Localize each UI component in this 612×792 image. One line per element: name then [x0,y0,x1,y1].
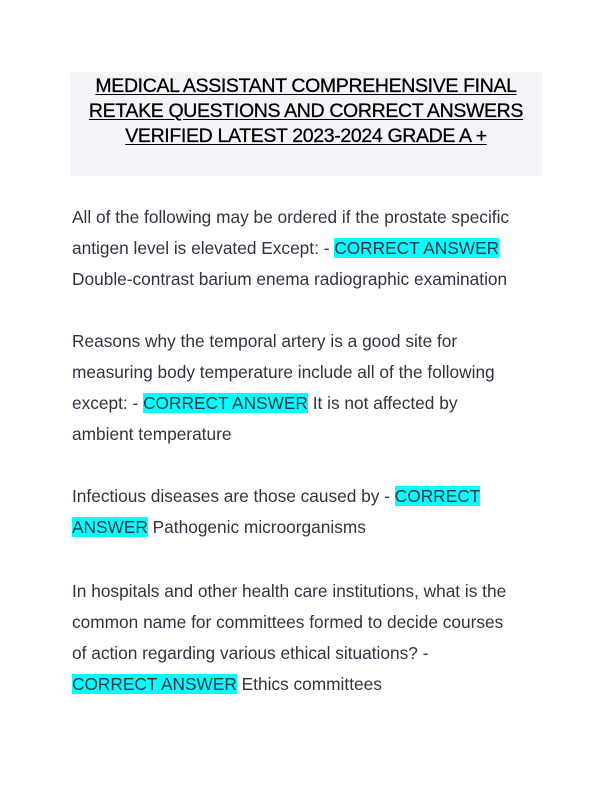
question-text-tail: except: - [72,393,144,413]
question-text: Infectious diseases are those caused by - [72,486,395,506]
question-text: of action regarding various ethical situations? - [72,643,429,663]
correct-answer-label: ANSWER [72,517,148,537]
correct-answer-label: CORRECT ANSWER [143,393,308,413]
question-text: common name for committees formed to decide courses [72,612,504,632]
correct-answer-label: CORRECT [394,486,481,506]
title-line: VERIFIED LATEST 2023-2024 GRADE A + [125,125,487,147]
answer-text: ambient temperature [72,424,232,444]
question-text-line [72,233,542,264]
qa-item-1 [72,202,542,295]
answer-text: Ethics committees [236,674,382,694]
question-text-tail: antigen level is elevated Except: - [72,238,335,258]
answer-line [72,512,542,543]
correct-answer-label: CORRECT ANSWER [334,238,500,258]
answer-text: It is not affected by [307,393,458,413]
answer-text: Pathogenic microorganisms [147,517,366,537]
answer-text: Double-contrast barium enema radiographic examination [72,269,508,289]
qa-item-4 [72,576,542,700]
question-text: Reasons why the temporal artery is a good site for [72,331,458,351]
question-answer-line [72,481,542,512]
title-line: MEDICAL ASSISTANT COMPREHENSIVE FINAL [95,75,517,97]
question-answer-line [72,388,542,419]
title-line: RETAKE QUESTIONS AND CORRECT ANSWERS [88,100,524,122]
correct-answer-label: CORRECT ANSWER [72,674,237,694]
qa-item-2 [72,326,542,450]
question-text: measuring body temperature include all of the following [72,362,495,382]
question-text: All of the following may be ordered if the prostate specific [72,207,510,227]
question-text: In hospitals and other health care institutions, what is the [72,581,507,601]
answer-line [72,669,542,700]
title-box [70,72,542,176]
qa-item-3 [72,481,542,543]
document-title [70,72,542,149]
